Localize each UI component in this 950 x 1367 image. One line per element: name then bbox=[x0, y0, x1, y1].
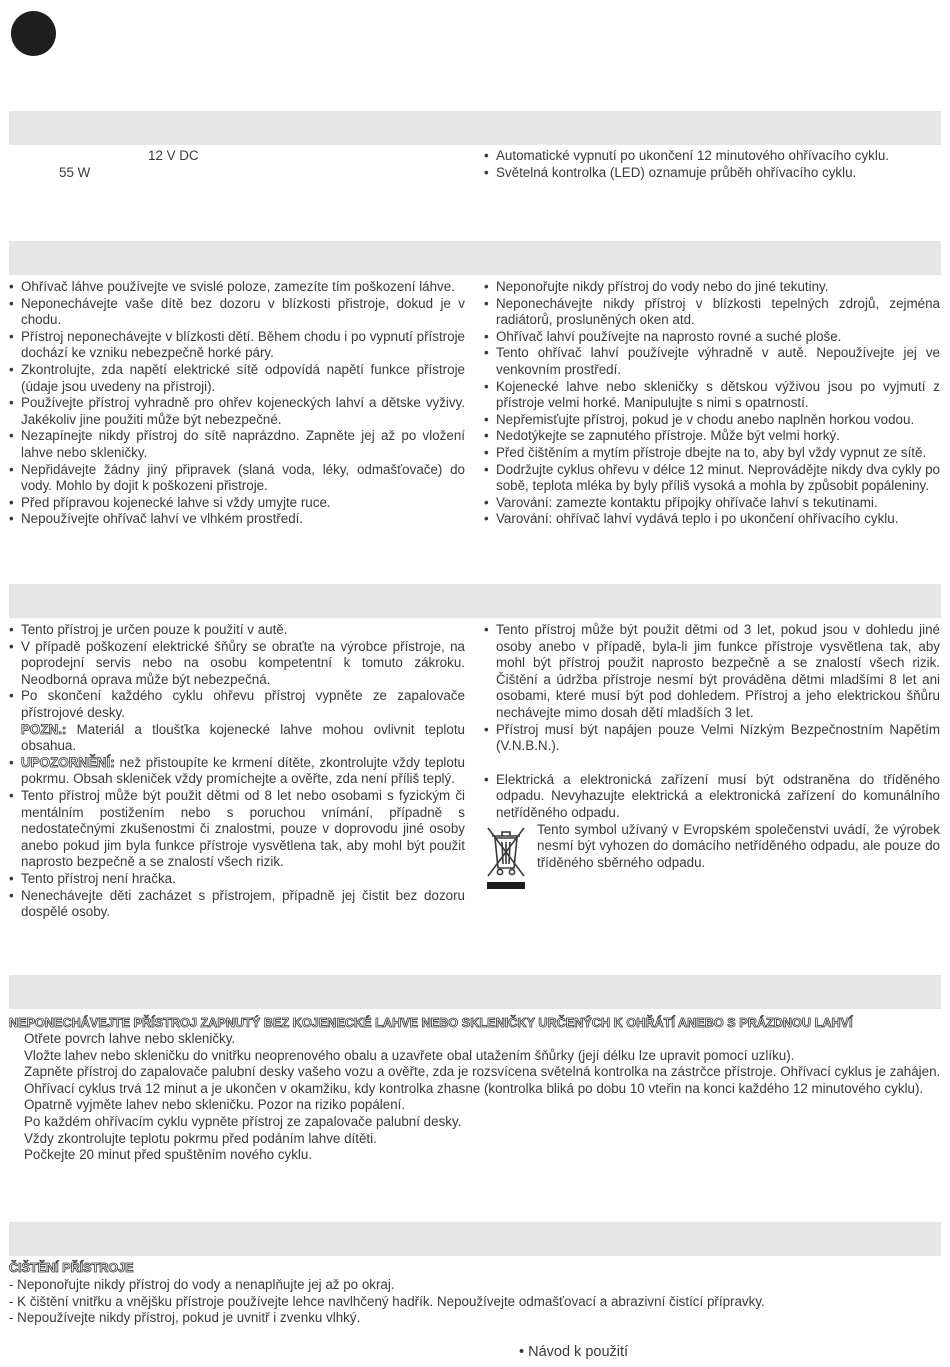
section-band-usage bbox=[9, 584, 941, 618]
warning-item bbox=[9, 755, 465, 788]
list-item: • Neponechávejte nikdy přístroj v blízkosti tepelných zdrojů, zejména radiátorů, prosluněných oken atd. bbox=[484, 296, 940, 329]
list-item: • Varování: zamezte kontaktu přípojky ohřívače lahví s tekutinami. bbox=[484, 495, 940, 512]
section-band-instructions bbox=[9, 975, 941, 1009]
usage-right-column bbox=[484, 622, 940, 892]
safety-right-column bbox=[484, 279, 940, 528]
note-item bbox=[9, 722, 465, 755]
warning-text: než přistoupíte ke krmení dítěte, zkontrolujte vždy teplotu pokrmu. Obsah skleniček vždy promíchejte a ověřte, zda není příliš teplý. bbox=[21, 754, 465, 787]
note-label: POZN.: bbox=[21, 721, 67, 737]
cleaning-item: - Nepoužívejte nikdy přístroj, pokud je uvnitř i zvenku vlhký. bbox=[9, 1310, 361, 1326]
list-item: • Zkontrolujte, zda napětí elektrické sítě odpovídá napětí funkce přístroje (údaje jsou uvedeny na přístroji). bbox=[9, 362, 465, 395]
list-item: • Dodržujte cyklus ohřevu v délce 12 minut. Neprovádějte nikdy dva cykly po sobě, teplota mléka by byly příliš vysoká a mohla by způsobit popáleniny. bbox=[484, 462, 940, 495]
list-item: • Tento přístroj je určen pouze k použití v autě. bbox=[9, 622, 465, 639]
note-text: Materiál a tloušťka kojenecké lahve mohou ovlivnit teplotu obsahua. bbox=[21, 721, 465, 754]
list-item: • Automatické vypnutí po ukončení 12 minutového ohřívacího cyklu. bbox=[484, 148, 940, 165]
cleaning-list bbox=[9, 1277, 765, 1327]
instruction-step: Vložte lahev nebo skleničku do vnitřku neoprenového obalu a uzavřete obal utažením šňůrky (její délku lze upravit pomocí uzlíku). bbox=[24, 1047, 795, 1063]
instruction-step: Vždy zkontrolujte teplotu pokrmu před podáním lahve dítěti. bbox=[24, 1130, 377, 1146]
list-item: • Přístroj musí být napájen pouze Velmi Nízkým Bezpečnostním Napětím (V.N.B.N.). bbox=[484, 722, 940, 755]
usage-left-column bbox=[9, 622, 465, 921]
list-item: • Tento přístroj není hračka. bbox=[9, 871, 465, 888]
cleaning-title: ČIŠTĚNÍ PŘÍSTROJE bbox=[9, 1261, 134, 1275]
spec-power: 55 W bbox=[59, 165, 91, 180]
list-item: • Přístroj neponechávejte v blízkosti dětí. Během chodu i po vypnutí přístroje dochází ke vzniku nebezpečně horké páry. bbox=[9, 329, 465, 362]
cleaning-item: - Neponořujte nikdy přístroj do vody a nenaplňujte jej až po okraj. bbox=[9, 1277, 395, 1292]
spec-features bbox=[484, 148, 940, 181]
instruction-steps bbox=[24, 1031, 940, 1164]
instruction-step: Počkejte 20 minut před spuštěním nového cyklu. bbox=[24, 1147, 313, 1163]
list-item: • Varování: ohřívač lahví vydává teplo i po ukončení ohřívacího cyklu. bbox=[484, 511, 940, 528]
language-marker bbox=[11, 11, 56, 56]
crossed-bin-icon bbox=[484, 824, 528, 892]
instruction-step: Ohřívací cyklus trvá 12 minut a je ukončen v okamžiku, kdy kontrolka zhasne (kontrolka bliká po dobu 10 vteřin na konci každého 12 minutového cyklu). bbox=[24, 1080, 924, 1096]
list-item: • Ohřívač lahví používejte na naprosto rovné a suché ploše. bbox=[484, 329, 940, 346]
section-band-safety bbox=[9, 241, 941, 275]
list-item: • Ohřívač láhve používejte ve svislé poloze, zamezíte tím poškození láhve. bbox=[9, 279, 465, 296]
list-item: • Nepoužívejte ohřívač lahví ve vlhkém prostředí. bbox=[9, 511, 465, 528]
list-item: • Nepřemisťujte přístroj, pokud je v chodu anebo naplněn horkou vodou. bbox=[484, 412, 940, 429]
list-item: • V případě poškození elektrické šňůry se obraťte na výrobce přístroje, na poprodejní servis nebo na osobu kompetentní k tomuto zákroku. Neodborná oprava může být nebezpečná. bbox=[9, 639, 465, 689]
list-item: • Nenechávejte děti zacházet s přístrojem, případně jej čistit bez dozoru dospělé osoby. bbox=[9, 888, 465, 921]
list-item: • Před čištěním a mytím přístroje dbejte na to, aby byl vždy vypnut ze sítě. bbox=[484, 445, 940, 462]
list-item: • Tento přístroj může být použit dětmi od 3 let, pokud jsou v dohledu jiné osoby anebo v případě, byla-li jim funkce přístroje vysvětlena tak, aby mohl být přístroj použit naprosto bezpečně a se znalostí všech rizik. Čištění a údržba přístroje nesmí být prováděna dětmi mladšími 8 let ani osobami, které musí být pod dohledem. Přístroj a jeho elektrickou šňůru nechávejte mimo dosah dětí mladších 3 let. bbox=[484, 622, 940, 722]
page-footer: • Návod k použití bbox=[519, 1344, 629, 1360]
list-item: • Neponořujte nikdy přístroj do vody nebo do jiné tekutiny. bbox=[484, 279, 940, 296]
list-item: • Neponechávejte vaše dítě bez dozoru v blízkosti přistroje, dokud je v chodu. bbox=[9, 296, 465, 329]
list-item: • Nepřidávejte žádny jiný připravek (slaná voda, léky, odmašťovače) do vody. Mohlo by dojit k poškozeni přistroje. bbox=[9, 462, 465, 495]
section-band-cleaning bbox=[9, 1222, 941, 1256]
list-item: • Nezapínejte nikdy přístroj do sítě naprázdno. Zapněte jej až po vložení lahve nebo skleničky. bbox=[9, 428, 465, 461]
instruction-step: Po každém ohřívacím cyklu vypněte přístroj ze zapalovače palubní desky. bbox=[24, 1113, 462, 1129]
list-item: • Nedotýkejte se zapnutého přístroje. Může být velmi horký. bbox=[484, 428, 940, 445]
list-item: • Po skončení každého cyklu ohřevu přístroj vypněte ze zapalovače přístrojové desky. bbox=[9, 688, 465, 721]
list-item: • Tento ohřívač lahví používejte výhradně v autě. Nepoužívejte jej ve venkovním prostředí. bbox=[484, 345, 940, 378]
list-item: • Světelná kontrolka (LED) oznamuje průběh ohřívacího cyklu. bbox=[484, 165, 940, 182]
list-item: • Před přípravou kojenecké lahve si vždy umyjte ruce. bbox=[9, 495, 465, 512]
list-item: • Elektrická a elektronická zařízení musí být odstraněna do tříděného odpadu. Nevyhazujte elektrická a elektronická zařízení do komunálního netříděného odpadu. bbox=[484, 772, 940, 822]
list-item: • Kojenecké lahve nebo skleničky s dětskou výživou jsou po vyjmutí z přístroje velmi horké. Manipulujte s nimi s opatrností. bbox=[484, 379, 940, 412]
section-band-specs bbox=[9, 111, 941, 145]
safety-left-column bbox=[9, 279, 465, 528]
instruction-step: Otřete povrch lahve nebo skleničky. bbox=[24, 1031, 236, 1046]
weee-notice bbox=[484, 822, 940, 892]
instruction-step: Zapněte přístroj do zapalovače palubní desky vašeho vozu a ověřte, zda je rozsvícena světelná kontrolka na zástrčce přístroje. Ohřívací cyklus je zahájen. bbox=[24, 1064, 941, 1080]
instruction-step: Opatrně vyjměte lahev nebo skleničku. Pozor na riziko popálení. bbox=[24, 1097, 406, 1113]
no-empty-operation-warning: NEPONECHÁVEJTE PŘÍSTROJ ZAPNUTÝ BEZ KOJENECKÉ LAHVE NEBO SKLENIČKY URČENÝCH K OHŘÁTÍ ANEBO S PRÁZDNOU LAHVÍ bbox=[9, 1016, 853, 1030]
warning-label: UPOZORNĚNÍ: bbox=[21, 754, 115, 770]
list-item: • Tento přístroj může být použit dětmi od 8 let nebo osobami s fyzickým či mentálním postižením nebo s poruchou vnímání, případně s nedostatečnými zkušenostmi či znalostmi, pouze v doprovodu jiné osoby anebo pokud jim byla funkce přístroje vysvětlena tak, aby mohl být použit naprosto bezpečně a se znalostí všech rizik. bbox=[9, 788, 465, 871]
cleaning-item: - K čištění vnitřku a vnějšku přístroje používejte lehce navlhčený hadřík. Nepoužívejte odmašťovací a abrazivní čistící přípravky. bbox=[9, 1293, 765, 1309]
spec-voltage: 12 V DC bbox=[148, 148, 199, 163]
list-item: • Používejte přístroj vyhradně pro ohřev kojeneckých lahví a dětske vyživy. Jakékoliv jine použiti může být nebezpečné. bbox=[9, 395, 465, 428]
weee-text: Tento symbol užívaný v Evropském společenstvi uvádí, že výrobek nesmí být vyhozen do domácího netříděného odpadu, ale pouze do tříděného sběrného odpadu. bbox=[537, 821, 940, 870]
